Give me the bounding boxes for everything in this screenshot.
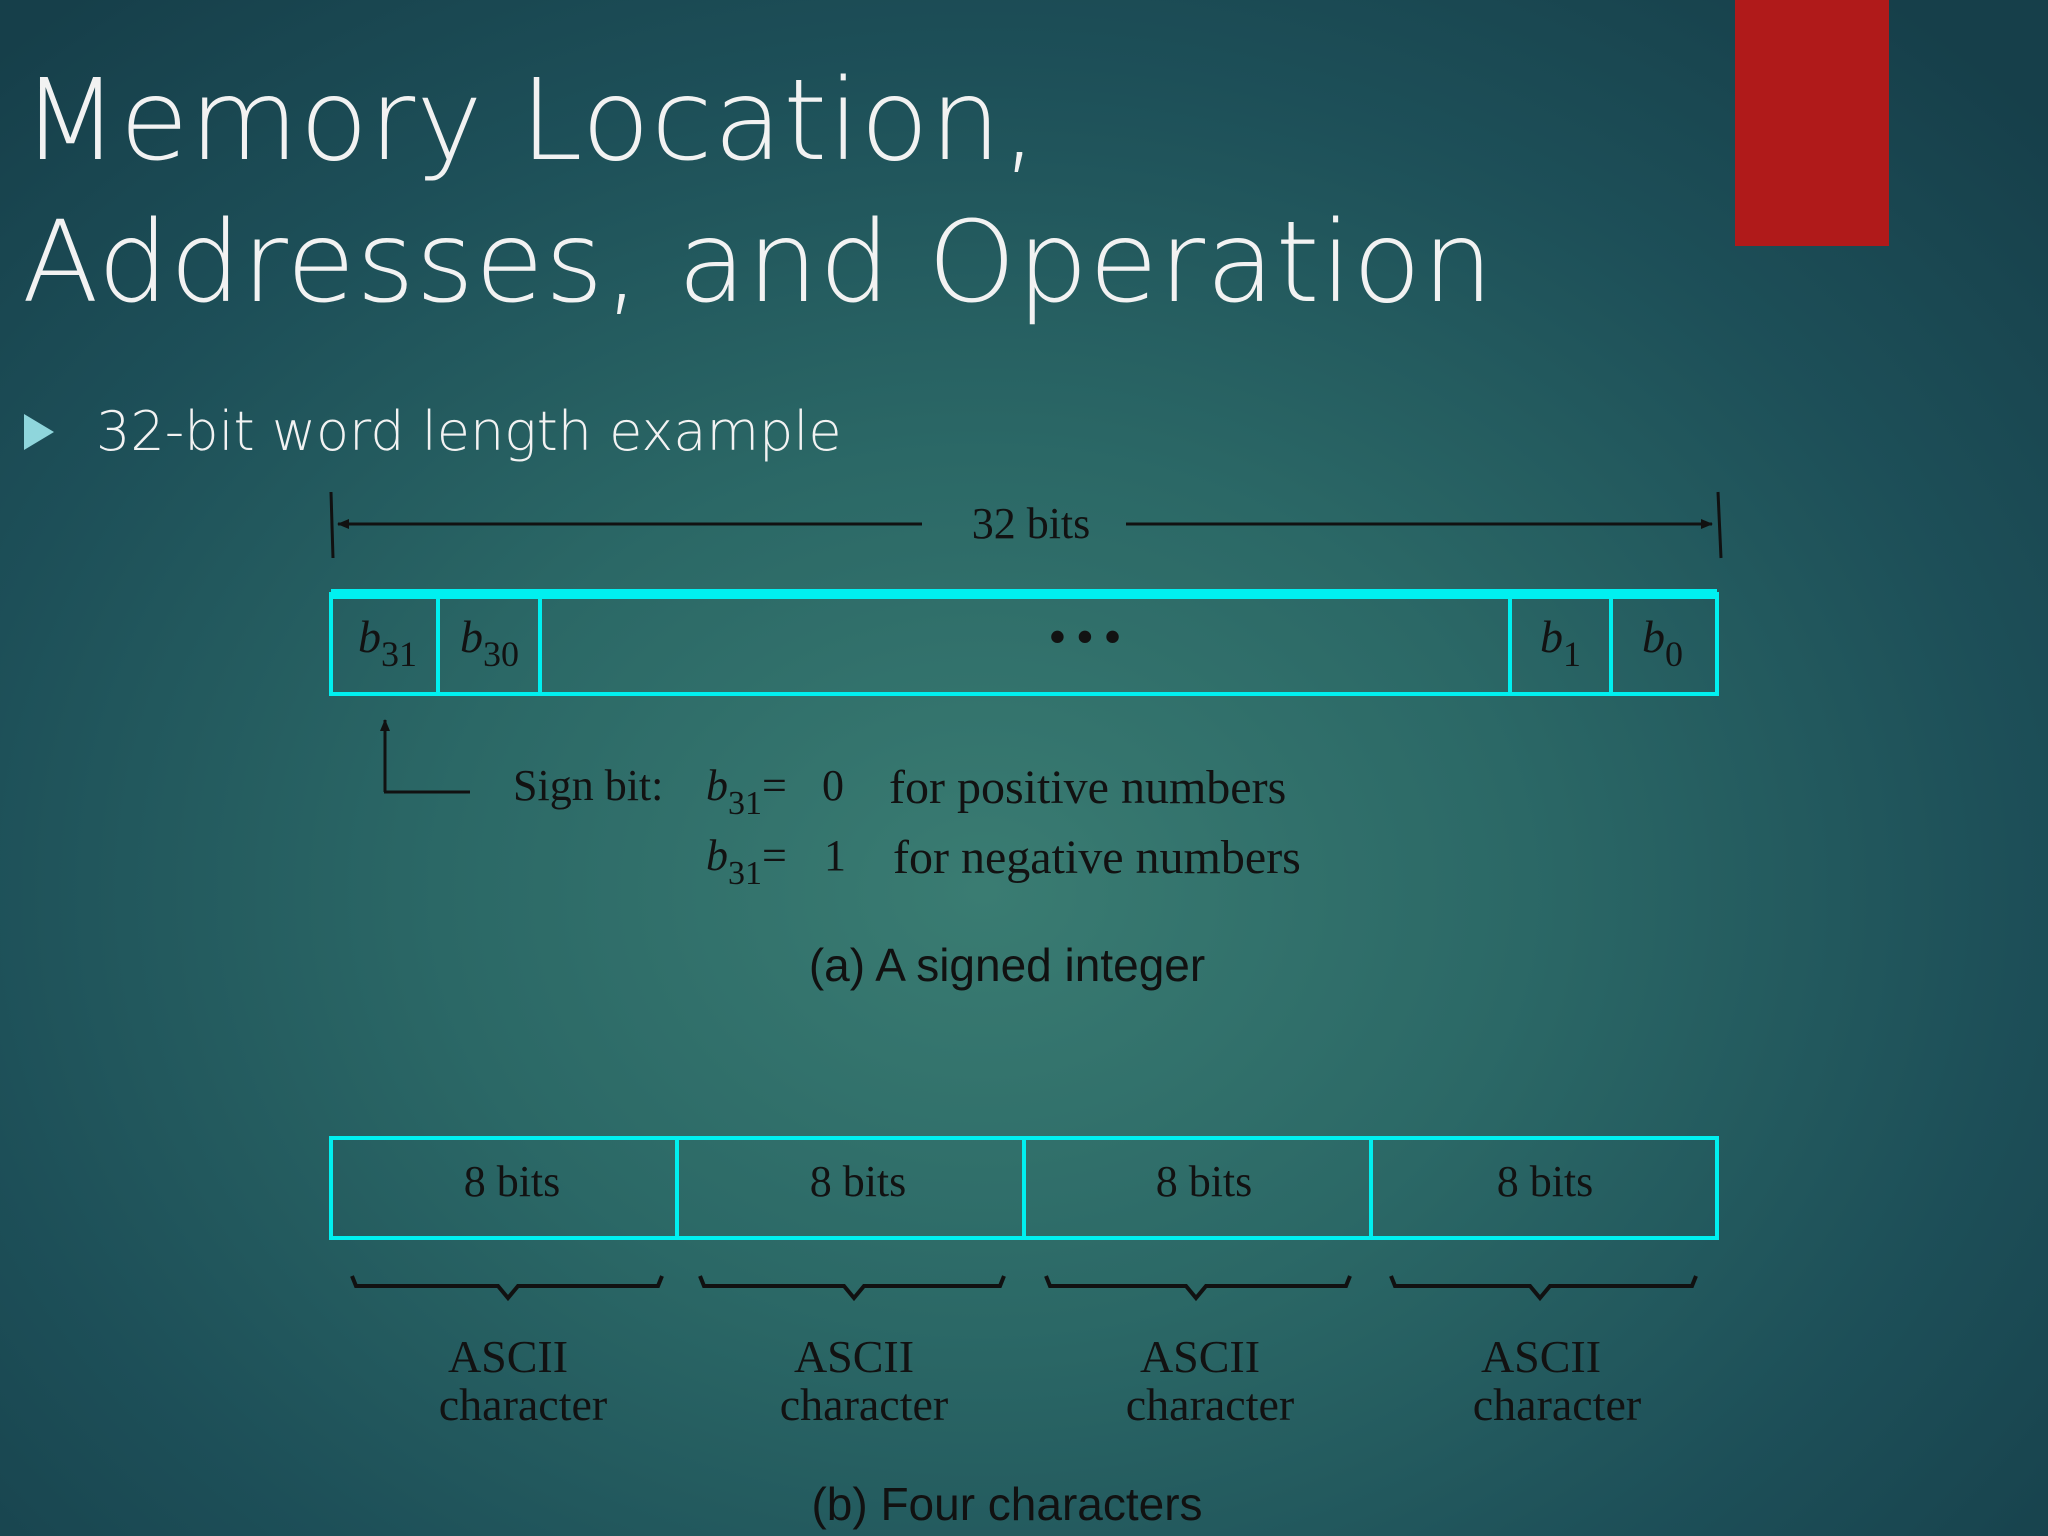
ellipsis-bits: • • •: [1049, 611, 1121, 662]
rule-positive-lhs: $b_{31}=$: [706, 761, 787, 822]
bit-cell-b30: $b_{30}$: [460, 611, 519, 674]
field-width-label: 8 bits: [1496, 1157, 1594, 1206]
title-line-2: Addresses, and Operation: [22, 198, 1495, 328]
field-width-label: 8 bits: [463, 1157, 561, 1206]
sign-bit-annotation: [384, 720, 1301, 892]
rule-positive-text: for positive numbers: [889, 761, 1287, 814]
bit-cell-b0: $b_0$: [1642, 611, 1683, 674]
ascii-label: ASCII character: [1472, 1331, 1642, 1430]
field-width-label: 8 bits: [809, 1157, 907, 1206]
left-tick: [331, 492, 333, 558]
ascii-label: ASCII character: [779, 1331, 949, 1430]
rule-negative-text: for negative numbers: [893, 831, 1301, 884]
caption-signed-integer: (a) A signed integer: [808, 939, 1206, 991]
underbrace: [1391, 1276, 1696, 1298]
field-width-label: 8 bits: [1155, 1157, 1253, 1206]
caption-four-characters: (b) Four characters: [811, 1478, 1203, 1530]
bullet-text: 32-bit word length example: [96, 400, 842, 463]
ascii-label: ASCII character: [438, 1331, 608, 1430]
rule-negative-lhs: $b_{31}=$: [706, 831, 787, 892]
title-line-1: Memory Location,: [22, 56, 1039, 186]
underbrace: [700, 1276, 1004, 1298]
rule-positive-value: 0: [822, 761, 844, 810]
rule-negative-value: 1: [824, 831, 846, 880]
bit-cell-b1: $b_1$: [1540, 611, 1581, 674]
right-tick: [1718, 492, 1721, 558]
four-characters-register: [331, 1138, 1717, 1430]
sign-bit-label: Sign bit:: [513, 761, 664, 810]
width-label: 32 bits: [971, 499, 1091, 548]
bit-cell-b31: $b_{31}$: [358, 611, 417, 674]
bit-width-dimension: [331, 492, 1721, 558]
ascii-label: ASCII character: [1125, 1331, 1295, 1430]
underbrace: [1046, 1276, 1350, 1298]
signed-integer-register: [331, 589, 1717, 694]
underbrace: [352, 1276, 662, 1298]
